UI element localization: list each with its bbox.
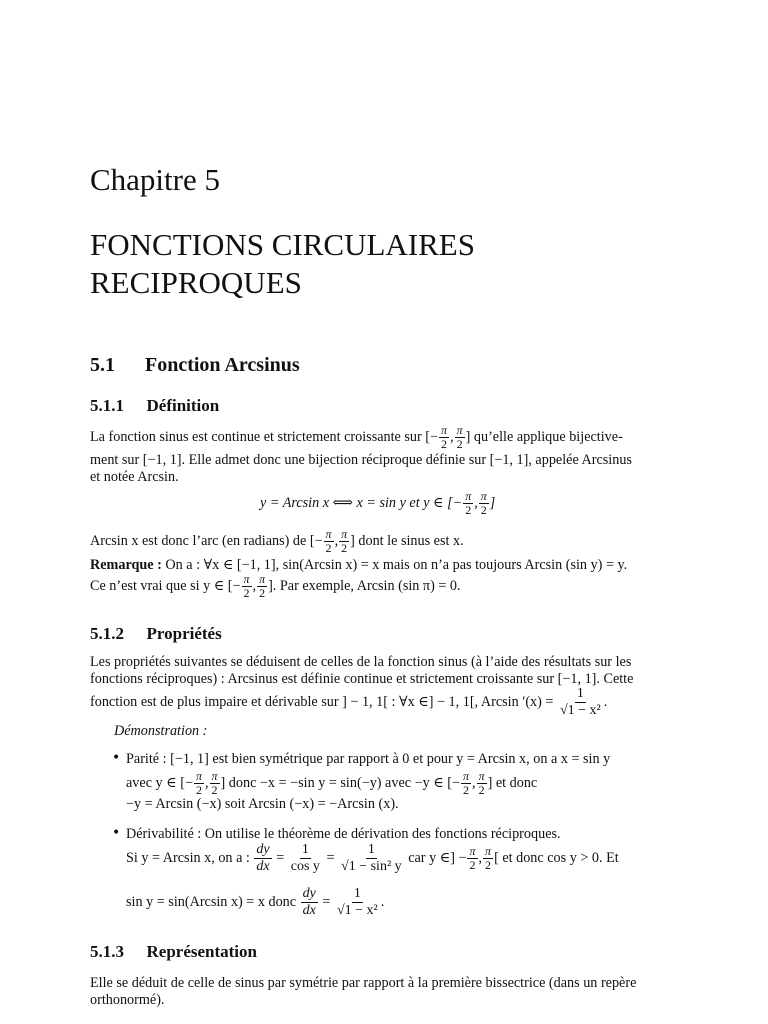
chapter-title-line1: FONCTIONS CIRCULAIRES [90,227,475,262]
prop-line-1: Les propriétés suivantes se déduisent de celles de la fonction sinus (à l’aide des résultats sur les [90,654,632,670]
section-heading [90,354,300,377]
remark-label: Remarque : [90,557,162,573]
prop-line-3: fonction est de plus impaire et dérivable sur ] − 1, 1[ : ∀x ∈] − 1, 1[, Arcsin ′(x) = $\frac{1}{\text{√1 − x²}}$ . [90,686,608,718]
prop-line-2: fonctions réciproques) : Arcsinus est définie continue et strictement croissante sur [−1, 1]. Cette [90,671,634,687]
arc-line: Arcsin x est donc l’arc (en radians) de [− $\frac{\pi}{2}$ , $\frac{\pi}{2}$ ] dont le sinus est x. [90,527,464,555]
def-line-1: La fonction sinus est continue et strictement croissante sur [− $\frac{\pi}{2}$ , $\frac{\pi}{2}$ ] qu’elle applique bijective- [90,423,623,451]
def-line-3: et notée Arcsin. [90,469,179,485]
remark-line: Remarque : On a : ∀x ∈ [−1, 1], sin(Arcsin x) = x mais on n’a pas toujours Arcsin (sin y) = y. [90,557,628,573]
derivability-line-2: Si y = Arcsin x, on a : $\frac{dy}{dx}$ = $\frac{1}{\text{cos y}}$ = $\frac{1}{\text{√1 − sin² y}}$ car y ∈] − $\frac{\pi}{2}$ , $\frac{\pi}{2}$ [ et donc cos y > 0. Et [126,842,619,874]
subsection-title: Définition [146,396,220,415]
fraction-pi-over-2: $\frac{\pi}{2}$ [456,423,463,451]
bullet-marker: • [112,750,121,766]
derivability-line-1: Dérivabilité : On utilise le théorème de dérivation des fonctions réciproques. [126,826,561,842]
subsection-heading-properties: 5.1.2 Propriétés [90,624,222,643]
demo-label: Démonstration : [114,723,208,739]
bullet-marker: • [112,825,121,841]
parity-line-3: −y = Arcsin (−x) soit Arcsin (−x) = −Arcsin (x). [126,796,399,812]
rep-line-2: orthonormé). [90,992,165,1008]
subsection-heading-definition [90,396,219,416]
definition-equation: y = Arcsin x ⟺ x = sin y et y ∈ [− $\frac{\pi}{2}$ , $\frac{\pi}{2}$ ] [260,489,496,517]
derivability-line-3: sin y = sin(Arcsin x) = x donc $\frac{dy}{dx}$ = $\frac{1}{\text{√1 − x²}}$ . [126,886,385,918]
parity-line-2: avec y ∈ [− $\frac{\pi}{2}$ , $\frac{\pi}{2}$ ] donc −x = −sin y = sin(−y) avec −y ∈ [− $\frac{\pi}{2}$ , $\frac{\pi}{2}$ ] et donc [126,769,538,797]
def-line-2: ment sur [−1, 1]. Elle admet donc une bijection réciproque définie sur [−1, 1], appelée Arcsinus [90,452,632,468]
section-number: 5.1 [90,354,115,376]
subsection-number: 5.1.1 [90,396,124,415]
chapter-label: Chapitre 5 [90,162,220,197]
parity-line-1: Parité : [−1, 1] est bien symétrique par rapport à 0 et pour y = Arcsin x, on a x = sin y [126,751,611,767]
rep-line-1: Elle se déduit de celle de sinus par symétrie par rapport à la première bissectrice (dans un repère [90,975,637,991]
fraction-pi-over-2: $\frac{\pi}{2}$ [441,423,448,451]
section-title: Fonction Arcsinus [145,354,300,376]
remark-line-2: Ce n’est vrai que si y ∈ [− $\frac{\pi}{2}$ , $\frac{\pi}{2}$ ]. Par exemple, Arcsin (sin π) = 0. [90,572,461,600]
subsection-heading-representation: 5.1.3 Représentation [90,942,257,961]
chapter-title-line2: RECIPROQUES [90,265,302,300]
